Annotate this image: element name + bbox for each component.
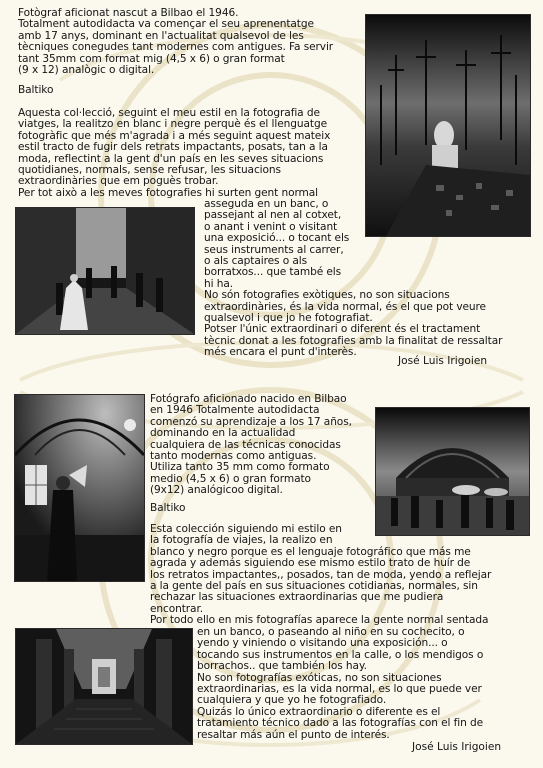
photo-shrine-crosses: [366, 15, 530, 236]
spanish-body-text: Esta colección siguiendo mi estilo en la fotografía de viajes, la realizo en blanco y negro porque es el lenguaje fotográfico que más me agrada y además siguiendo ese mismo estilo trato de huír de los retratos impactantes,, posados, tan de moda, yendo a reflejar a la gente del país en sus situaciones cotidianas, normales, sin rechazar las situaciones extraordinarias que me pudiera encontrar. Por todo ello en mis fotografías aparece la gente normal sentada: [150, 523, 492, 627]
photo-bride-street: [16, 208, 194, 334]
spanish-signature: José Luis Irigoien: [412, 741, 502, 753]
catalan-body-text-wrapped: asseguda en un banc, o passejant al nen al cotxet, o anant i venint o visitant una exposició... o tocant els seus instruments al carrer, o als captaires o als borratxos... que també els hi ha. No són fotografies exòtiques, no son situacions extraordinàries, és la vida normal, és el que pot veure qualsevol i que jo he fotografiat. Potser l'únic extraordinari o diferent és el tractament tècnic donat a les fotografies amb la finalitat de ressaltar més encara el punt d'interès.: [204, 198, 503, 359]
catalan-intro: Fotògraf aficionat nascut a Bilbao el 1946. Totalment autodidacta va començar el seu aprenentatge amb 17 anys, dominant en l'actualitat qualsevol de les tècniques conegudes tant modernes com antigues. Fa servir tant 35mm com format mig (4,5 x 6) o gran format (9 x 12) analògic o digital.: [18, 7, 334, 77]
spanish-body-text-wrapped: en un banco, o paseando al niño en su cochecito, o yendo y viniendo o visitando una exposición... o tocando sus instrumentos en la calle, o los mendigos o borrachos.. que también los hay. No son fotografías exóticas, no son situaciones extraordinarias, es la vida normal, es lo que puede ver cualquiera y que yo he fotografiado. Quizás lo único extraordinario o diferente es el tratamiento técnico dado a las fotografías con el fin de resaltar más aún el punto de interés.: [197, 626, 484, 741]
photo-market-hall: [376, 408, 529, 535]
catalan-signature: José Luis Irigoien: [398, 355, 488, 367]
photo-woman-vaulted-hall: [15, 395, 144, 581]
catalan-series-title: Baltiko: [18, 84, 54, 96]
spanish-intro: Fotógrafo aficionado nacido en Bilbao en 1946 Totalmente autodidacta comenzó su aprendizaje a los 17 años, dominando en la actualidad cualquiera de las técnicas conocidas tanto modernas como antiguas. Utiliza tanto 35 mm como formato medio (4,5 x 6) o gran formato (9x12) analógicoo digital.: [150, 393, 352, 497]
photo-church-interior: [16, 629, 192, 744]
catalan-body-text: Aquesta col·lecció, seguint el meu estil en la fotografia de viatges, la realitzo en blanc i negre perquè és el llenguatge fotogràfic que més m'agrada i a més seguint aquest mateix estil tracto de fugir dels retrats impactants, posats, tan a la moda, reflectint a la gent d'un país en les seves situacions quotidianes, normals, sense refusar, les situacions extraordinàries que em poguès trobar. Per tot això a les meves fotografies hi surten gent normal: [18, 107, 331, 199]
spanish-series-title: Baltiko: [150, 502, 186, 514]
